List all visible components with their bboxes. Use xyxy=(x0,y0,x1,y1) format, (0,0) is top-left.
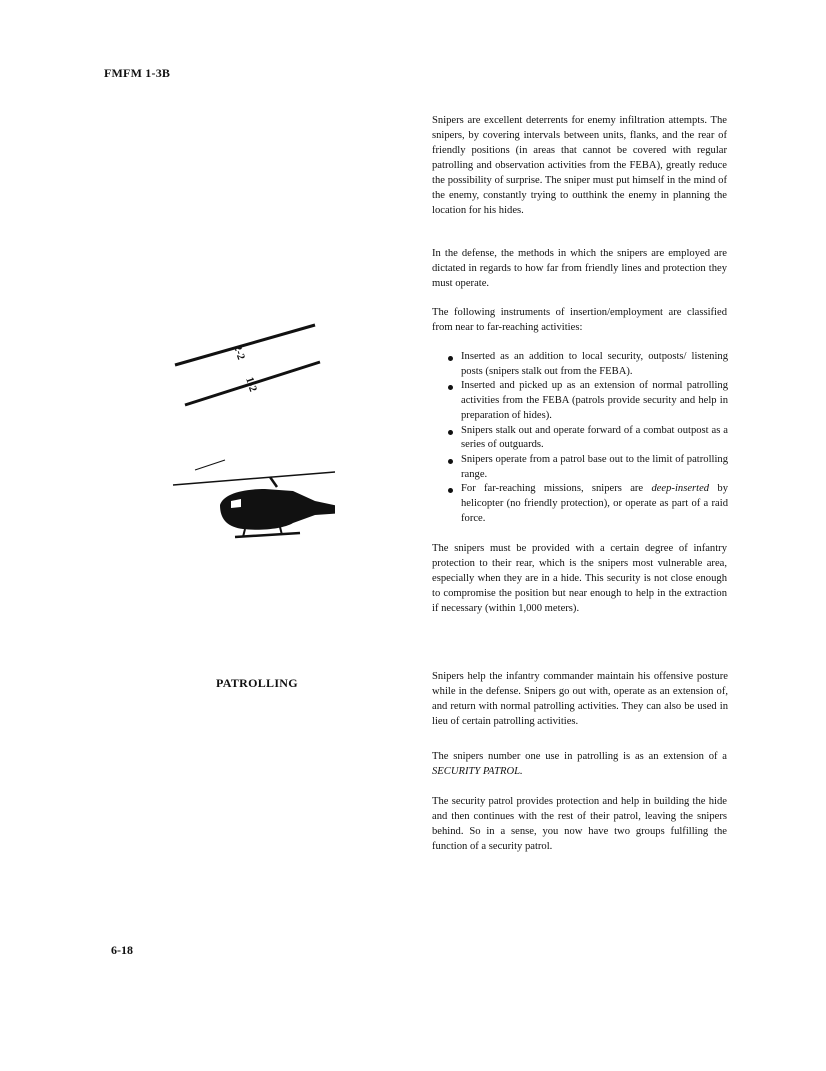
rank-insignia-icon xyxy=(175,325,320,405)
insertion-methods-list xyxy=(448,350,728,526)
paragraph-text: The following instruments of insertion/employment are classified from near to far-reaching activities: xyxy=(432,307,727,333)
bullet-icon xyxy=(448,356,453,361)
list-item: Snipers stalk out and operate forward of a combat outpost as a series of outguards. xyxy=(448,424,728,453)
rank-label-lower: 1-2 xyxy=(243,375,260,394)
emphasis-text: SECURITY PATROL. xyxy=(432,766,523,777)
emphasis-text: deep-inserted xyxy=(651,483,710,495)
paragraph-rear-protection xyxy=(432,541,727,616)
paragraph-patrol-function xyxy=(432,794,727,854)
paragraph-text: In the defense, the methods in which the snipers are employed are dictated in regards to how far from friendly lines and protection they must operate. xyxy=(432,248,727,289)
bullet-icon xyxy=(448,430,453,435)
paragraph-defense xyxy=(432,246,727,291)
bullet-icon xyxy=(448,488,453,493)
rank-label-upper: 2-2 xyxy=(231,343,248,362)
list-item: For far-reaching missions, snipers are deep-inserted by helicopter (no friendly protection), or operate as part of a raid force. xyxy=(448,482,728,526)
page-number: 6-18 xyxy=(111,943,133,957)
bullet-icon xyxy=(448,459,453,464)
rank-and-helicopter-illustration xyxy=(165,315,335,560)
paragraph-security-patrol xyxy=(432,749,727,779)
paragraph-text: The security patrol provides protection and help in building the hide and then continues with the rest of their patrol, leaving the snipers behind. So in a sense, you now have two groups fulfilling the function of a security patrol. xyxy=(432,796,727,852)
paragraph-text: The snipers must be provided with a certain degree of infantry protection to their rear, which is the snipers most vulnerable area, especially when they are in a hide. This security is not close enough to compromise the position but near enough to help in the extraction if necessary (within 1,000 meters). xyxy=(432,543,727,614)
paragraph-text: Snipers are excellent deterrents for enemy infiltration attempts. The snipers, by covering intervals between units, flanks, and the rear of friendly positions (in areas that cannot be covered with regular patrolling and observation activities from the FEBA), greatly reduce the possibility of surprise. The sniper must put himself in the mind of the enemy, constantly trying to outthink the enemy in planning the location for his hides. xyxy=(432,115,727,216)
document-id-header: FMFM 1-3B xyxy=(104,66,171,80)
bullet-icon xyxy=(448,385,453,390)
helicopter-silhouette-icon xyxy=(173,460,335,537)
paragraph-instruments xyxy=(432,305,727,335)
paragraph-offensive-posture xyxy=(432,669,728,729)
paragraph-deterrents xyxy=(432,113,727,218)
paragraph-text: The snipers number one use in patrolling is as an extension of a SECURITY PATROL. xyxy=(432,751,727,777)
section-title-patrolling: PATROLLING xyxy=(216,676,298,690)
list-item: Inserted and picked up as an extension of normal patrolling activities from the FEBA (patrols provide security and help in preparation of hides). xyxy=(448,379,728,423)
list-item: Snipers operate from a patrol base out to the limit of patrolling range. xyxy=(448,453,728,482)
list-item: Inserted as an addition to local security, outposts/ listening posts (snipers stalk out from the FEBA). xyxy=(448,350,728,379)
paragraph-text: Snipers help the infantry commander maintain his offensive posture while in the defense. Snipers go out with, operate as an extension of, and return with normal patrolling activities. They can also be used in lieu of certain patrolling activities. xyxy=(432,671,728,727)
